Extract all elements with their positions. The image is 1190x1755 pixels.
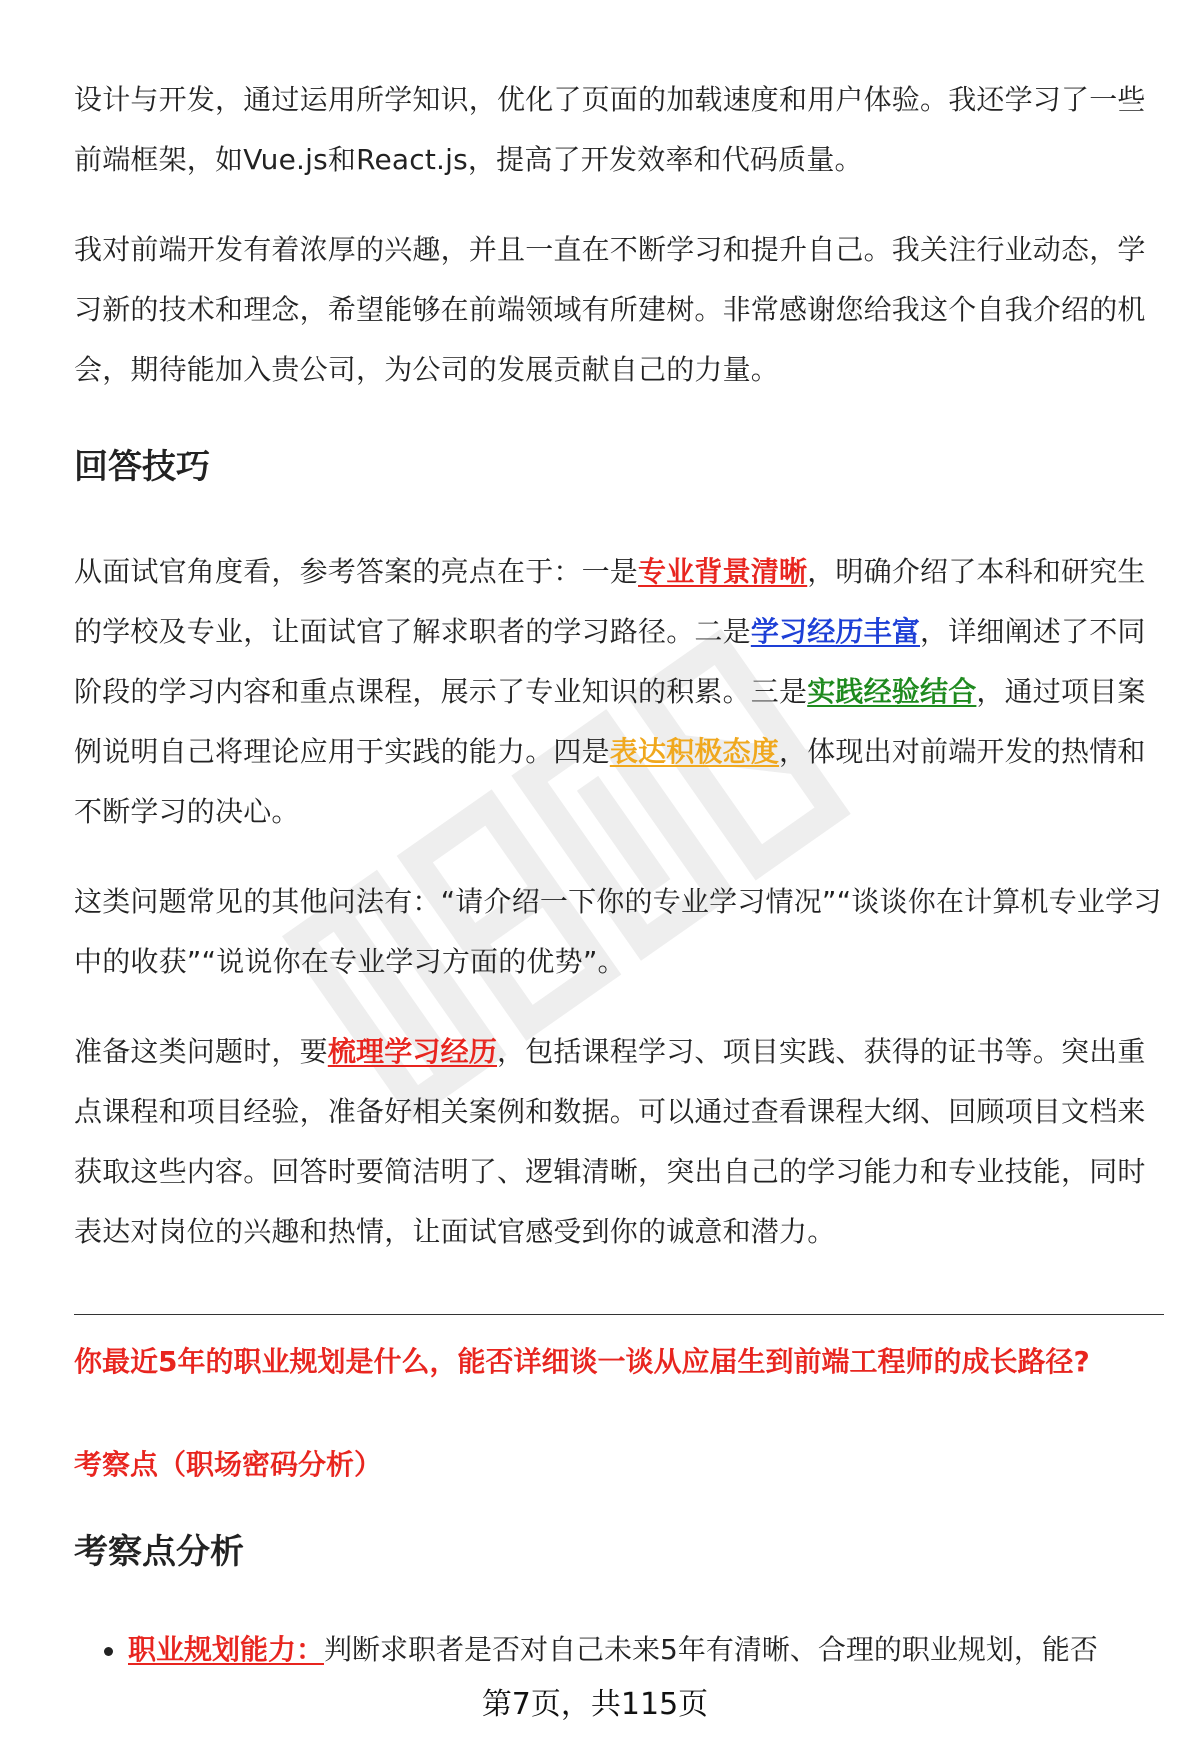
paragraph-intro-continued: 设计与开发，通过运用所学知识，优化了页面的加载速度和用户体验。我还学习了一些前端框架，如Vue.js和React.js，提高了开发效率和代码质量。 (74, 83, 1146, 176)
bullet-label: 职业规划能力： (128, 1633, 325, 1666)
highlight-positive-attitude: 表达积极态度 (609, 735, 780, 768)
highlight-practice-experience: 实践经验结合 (807, 675, 977, 708)
section-title-tips: 回答技巧 (74, 447, 210, 487)
paragraph-preparation (74, 1022, 1164, 1262)
next-question: 你最近5年的职业规划是什么，能否详细谈一谈从应届生到前端工程师的成长路径? (74, 1345, 1090, 1378)
bullet-dot-icon (104, 1647, 113, 1656)
section-title-analysis: 考察点分析 (74, 1532, 244, 1572)
examination-point-subhead: 考察点（职场密码分析） (74, 1448, 383, 1481)
bullet-text: 判断求职者是否对自己未来5年有清晰、合理的职业规划，能否 (324, 1633, 1098, 1666)
highlights-text-5: ，体现出对前端开发的热情和不断学习的决心。 (74, 735, 1146, 828)
list-item (74, 1620, 1174, 1680)
preparation-text-2: ，包括课程学习、项目实践、获得的证书等。突出重点课程和项目经验，准备好相关案例和数据。可以通过查看课程大纲、回顾项目文档来获取这些内容。回答时要简洁明了、逻辑清晰，突出自己的学习能力和专业技能，同时表达对岗位的兴趣和热情，让面试官感受到你的诚意和潜力。 (74, 1035, 1146, 1248)
paragraph-highlights (74, 542, 1164, 842)
highlight-professional-background: 专业背景清晰 (638, 555, 808, 588)
highlights-text-1: 从面试官角度看，参考答案的亮点在于：一是 (74, 555, 639, 588)
highlight-sort-learning: 梳理学习经历 (327, 1035, 498, 1068)
paragraph-interest: 我对前端开发有着浓厚的兴趣，并且一直在不断学习和提升自己。我关注行业动态，学习新的技术和理念，希望能够在前端领域有所建树。非常感谢您给我这个自我介绍的机会，期待能加入贵公司，为公司的发展贡献自己的力量。 (74, 233, 1146, 386)
preparation-text-1: 准备这类问题时，要 (74, 1035, 328, 1068)
analysis-list (74, 1620, 1174, 1680)
highlights-text-3: ，详细阐述了不同阶段的学习内容和重点课程，展示了专业知识的积累。三是 (74, 615, 1146, 708)
highlights-text-4: ，通过项目案例说明自己将理论应用于实践的能力。四是 (74, 675, 1146, 768)
highlight-learning-experience: 学习经历丰富 (750, 615, 921, 648)
paragraph-alternative-questions: 这类问题常见的其他问法有：“请介绍一下你的专业学习情况”“谈谈你在计算机专业学习中的收获”“说说你在专业学习方面的优势”。 (74, 885, 1162, 978)
page-number: 第7页，共115页 (481, 1687, 709, 1722)
highlights-text-2: ，明确介绍了本科和研究生的学校及专业，让面试官了解求职者的学习路径。二是 (74, 555, 1146, 648)
section-divider (74, 1314, 1164, 1315)
